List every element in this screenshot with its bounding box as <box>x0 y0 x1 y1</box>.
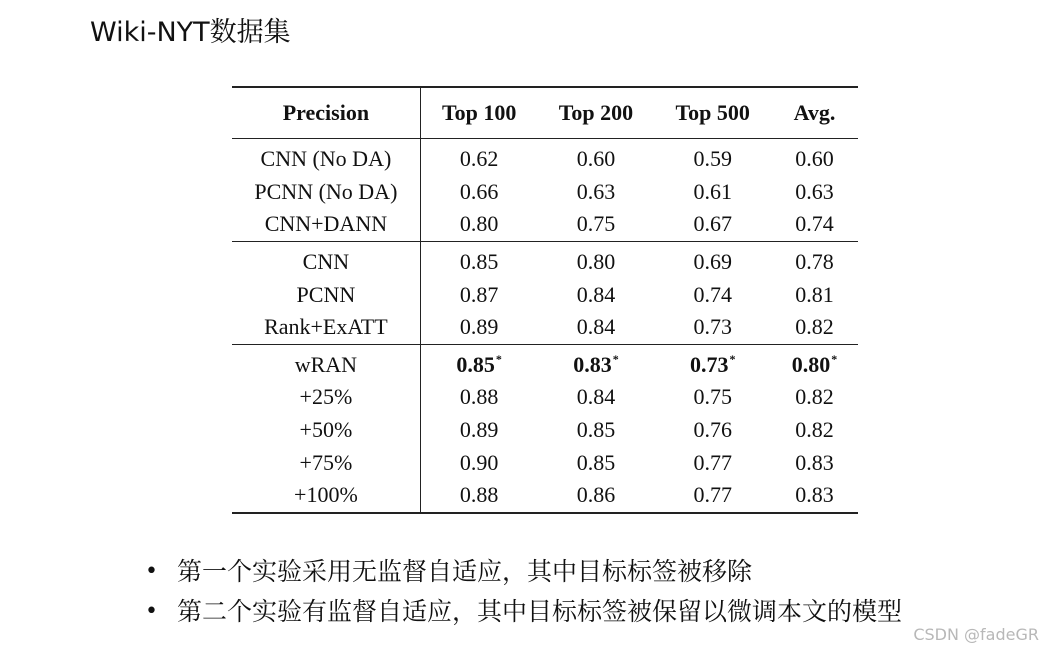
cell-top100: 0.90 <box>459 449 499 475</box>
significance-marker: * <box>729 352 736 367</box>
cell-avg: 0.82 <box>795 384 834 410</box>
cell-top500: 0.74 <box>693 281 732 307</box>
cell-top100: 0.87 <box>459 281 499 307</box>
cell-top200: 0.84 <box>576 281 616 307</box>
cell-top500: 0.59 <box>693 146 732 172</box>
table-row <box>232 208 858 241</box>
cell-top500: 0.73 <box>693 314 732 340</box>
watermark: CSDN @fadeGR <box>913 625 1039 644</box>
bullet-icon: • <box>145 559 158 584</box>
table-group-wran <box>232 344 858 512</box>
bullet-icon: • <box>145 599 158 624</box>
row-label: CNN+DANN <box>232 208 420 241</box>
significance-marker: * <box>831 352 838 367</box>
header-top500: Top 500 <box>675 100 750 125</box>
cell-avg: 0.83 <box>795 449 834 475</box>
table-row <box>232 311 858 344</box>
header-top200: Top 200 <box>558 100 634 125</box>
table-row <box>232 479 858 513</box>
cell-top200: 0.85 <box>576 417 616 443</box>
cell-top200: 0.84 <box>576 384 616 410</box>
cell-top200: 0.85 <box>576 449 616 475</box>
table-row <box>232 344 858 381</box>
cell-value: 0.83 <box>573 352 612 378</box>
cell-top200 <box>538 344 655 381</box>
header-precision: Precision <box>232 87 420 139</box>
cell-top100: 0.88 <box>459 384 499 410</box>
cell-top100: 0.80 <box>459 211 499 237</box>
cell-top100: 0.89 <box>459 314 499 340</box>
cell-top100 <box>420 344 537 381</box>
list-item <box>140 552 902 592</box>
cell-top500: 0.69 <box>654 241 771 278</box>
bullet-text: 第二个实验有监督自适应，其中目标标签被保留以微调本文的模型 <box>177 597 903 626</box>
cell-top500: 0.77 <box>693 449 732 475</box>
cell-top200: 0.84 <box>576 314 616 340</box>
cell-top500: 0.67 <box>693 211 732 237</box>
cell-top500: 0.75 <box>693 384 732 410</box>
cell-top200: 0.63 <box>576 178 616 204</box>
row-label: +50% <box>232 414 420 447</box>
row-label: +25% <box>232 381 420 414</box>
table-row <box>232 446 858 479</box>
table-row <box>232 139 858 176</box>
table-row <box>232 176 858 209</box>
bullet-list <box>140 552 902 632</box>
cell-avg: 0.81 <box>795 281 834 307</box>
table-group-supervised <box>232 241 858 344</box>
cell-top200: 0.86 <box>538 479 655 513</box>
row-label: wRAN <box>232 344 420 381</box>
cell-top100: 0.89 <box>459 417 499 443</box>
table-row <box>232 381 858 414</box>
cell-avg: 0.60 <box>795 146 834 172</box>
row-label: CNN (No DA) <box>232 139 420 176</box>
cell-value: 0.85 <box>456 352 495 378</box>
table-row <box>232 414 858 447</box>
cell-top100: 0.66 <box>459 178 499 204</box>
cell-top500: 0.77 <box>654 479 771 513</box>
page-title: Wiki-NYT数据集 <box>90 17 291 48</box>
table-header-row <box>232 87 858 139</box>
cell-avg: 0.74 <box>795 211 834 237</box>
bullet-text: 第一个实验采用无监督自适应，其中目标标签被移除 <box>177 557 753 586</box>
row-label: PCNN <box>232 278 420 311</box>
list-item <box>140 592 902 632</box>
row-label: PCNN (No DA) <box>232 176 420 209</box>
row-label: +75% <box>232 446 420 479</box>
row-label: Rank+ExATT <box>232 311 420 344</box>
significance-marker: * <box>495 352 502 367</box>
cell-value: 0.73 <box>689 352 729 378</box>
cell-avg: 0.82 <box>795 314 834 340</box>
cell-avg <box>771 344 858 381</box>
cell-avg: 0.82 <box>795 417 834 443</box>
cell-value: 0.80 <box>791 352 831 378</box>
cell-top200: 0.60 <box>576 146 616 172</box>
header-top100: Top 100 <box>441 100 517 125</box>
cell-top200: 0.75 <box>576 211 616 237</box>
table-row <box>232 241 858 278</box>
row-label: +100% <box>232 479 420 513</box>
header-avg: Avg. <box>793 100 836 125</box>
cell-top100: 0.62 <box>459 146 499 172</box>
table-group-baselines <box>232 139 858 242</box>
cell-top100: 0.85 <box>420 241 537 278</box>
results-table-container <box>232 86 858 514</box>
significance-marker: * <box>612 352 619 367</box>
table-row <box>232 278 858 311</box>
cell-top500 <box>654 344 771 381</box>
cell-top100: 0.88 <box>420 479 537 513</box>
cell-avg: 0.83 <box>771 479 858 513</box>
results-table <box>232 86 858 514</box>
cell-top200: 0.80 <box>538 241 655 278</box>
cell-avg: 0.63 <box>795 178 834 204</box>
cell-avg: 0.78 <box>771 241 858 278</box>
row-label: CNN <box>232 241 420 278</box>
cell-top500: 0.61 <box>693 178 732 204</box>
cell-top500: 0.76 <box>693 417 732 443</box>
